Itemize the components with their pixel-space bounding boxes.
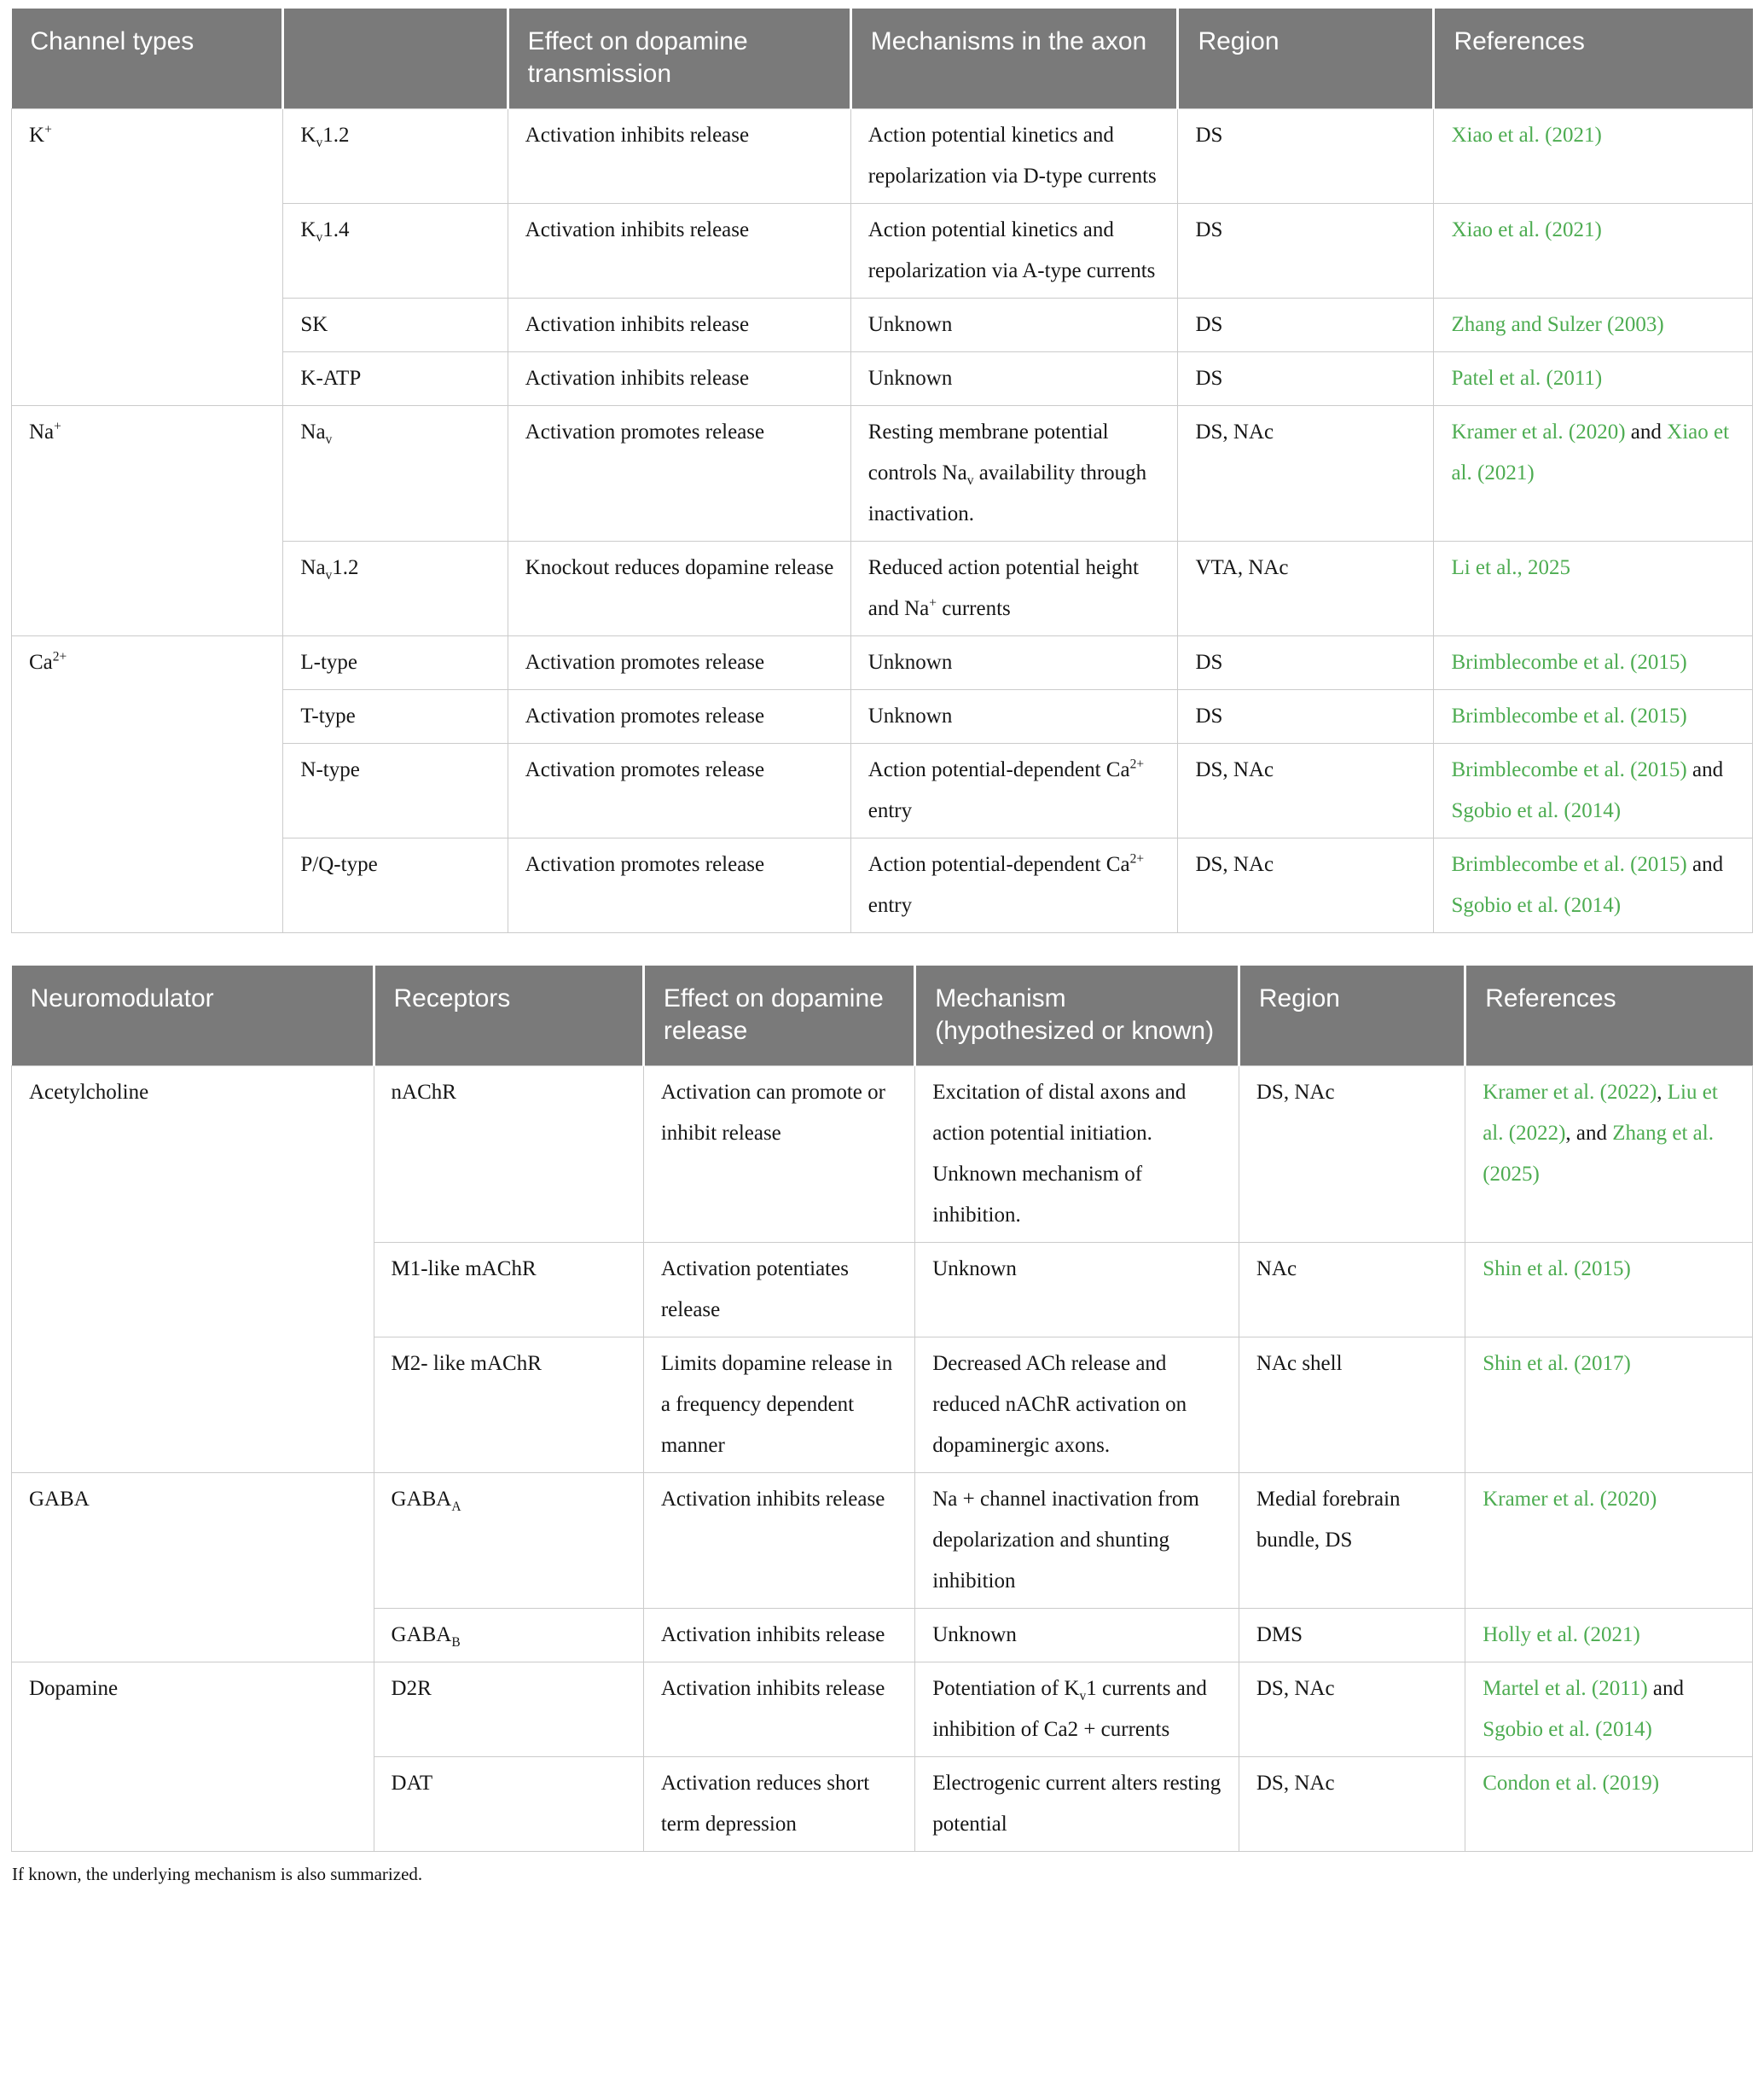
reference-link[interactable]: Brimblecombe et al. (2015): [1451, 852, 1687, 876]
references-cell: [1434, 203, 1753, 298]
t2-header-neuromodulator: Neuromodulator: [12, 966, 374, 1065]
references-cell: [1434, 635, 1753, 689]
t2-header-effect: Effect on dopamine release: [643, 966, 914, 1065]
effect-cell: Activation inhibits release: [643, 1472, 914, 1608]
references-cell: [1434, 541, 1753, 635]
table-row: [12, 1472, 1753, 1608]
table-row: [12, 1065, 1753, 1242]
mechanism-cell: [850, 541, 1178, 635]
subscript-text: A: [451, 1499, 461, 1514]
text-segment: Reduced action potential height and Na: [867, 555, 1139, 620]
text-segment: Unknown: [867, 312, 953, 336]
subscript-text: v: [325, 567, 333, 583]
neuromodulator-cell: Dopamine: [12, 1662, 374, 1851]
channel-subtype-cell: [283, 351, 508, 405]
text-segment: M1-like mAChR: [391, 1256, 537, 1280]
region-cell: DS: [1178, 351, 1434, 405]
channel-subtype-cell: [283, 108, 508, 203]
table-row: [12, 108, 1753, 203]
text-segment: and: [1686, 852, 1724, 876]
references-cell: [1465, 1337, 1753, 1472]
text-segment: 1.4: [322, 218, 350, 241]
t2-header-references: References: [1465, 966, 1753, 1065]
neuromodulator-cell: GABA: [12, 1472, 374, 1662]
reference-link[interactable]: Brimblecombe et al. (2015): [1451, 757, 1687, 781]
text-segment: Action potential-dependent Ca: [867, 852, 1130, 876]
t1-header-mechanisms: Mechanisms in the axon: [850, 9, 1178, 108]
references-cell: [1434, 351, 1753, 405]
channel-subtype-cell: [283, 298, 508, 351]
mechanism-cell: [850, 298, 1178, 351]
region-cell: NAc: [1239, 1242, 1465, 1337]
references-cell: [1434, 405, 1753, 541]
text-segment: ,: [1657, 1080, 1668, 1104]
effect-cell: Activation inhibits release: [643, 1608, 914, 1662]
region-cell: DS, NAc: [1178, 838, 1434, 932]
text-segment: and: [1647, 1676, 1685, 1700]
effect-cell: Activation inhibits release: [508, 351, 850, 405]
ion-channel-table: [11, 9, 1753, 933]
text-segment: Resting membrane potential controls Na: [867, 420, 1109, 484]
reference-link[interactable]: Kramer et al. (2020): [1451, 420, 1626, 444]
table-row: [12, 405, 1753, 541]
reference-link[interactable]: Condon et al. (2019): [1483, 1771, 1660, 1795]
channel-subtype-cell: [283, 743, 508, 838]
effect-cell: Activation promotes release: [508, 743, 850, 838]
text-segment: GABA: [391, 1487, 452, 1511]
region-cell: DS: [1178, 108, 1434, 203]
table-footnote: If known, the underlying mechanism is also summarized.: [12, 1863, 423, 1884]
mechanism-cell: [915, 1608, 1239, 1662]
mechanism-cell: [850, 351, 1178, 405]
region-cell: DS, NAc: [1178, 405, 1434, 541]
text-segment: K: [300, 218, 316, 241]
channel-subtype-cell: [283, 405, 508, 541]
reference-link[interactable]: Kramer et al. (2022): [1483, 1080, 1657, 1104]
mechanism-cell: [915, 1065, 1239, 1242]
text-segment: Unknown: [932, 1256, 1017, 1280]
superscript-text: 2+: [1129, 757, 1145, 772]
references-cell: [1434, 838, 1753, 932]
t1-header-region: Region: [1178, 9, 1434, 108]
t1-header-blank: [283, 9, 508, 108]
channel-type-cell: [12, 405, 283, 635]
effect-cell: Activation promotes release: [508, 405, 850, 541]
channel-subtype-cell: [283, 203, 508, 298]
text-segment: Na: [29, 420, 55, 444]
t2-header-row: [12, 966, 1753, 1065]
reference-link[interactable]: Zhang et al. (2025): [1483, 1121, 1714, 1186]
text-segment: SK: [300, 312, 328, 336]
superscript-text: +: [44, 122, 52, 137]
subscript-text: v: [316, 229, 323, 245]
region-cell: DS, NAc: [1178, 743, 1434, 838]
text-segment: Decreased ACh release and reduced nAChR activation on dopaminergic axons.: [932, 1351, 1187, 1457]
text-segment: K: [29, 123, 45, 147]
t1-header-channel-types: Channel types: [12, 9, 283, 108]
text-segment: Unknown: [867, 366, 953, 390]
region-cell: DS, NAc: [1239, 1662, 1465, 1756]
references-cell: [1434, 108, 1753, 203]
text-segment: M2- like mAChR: [391, 1351, 542, 1375]
reference-link[interactable]: Martel et al. (2011): [1483, 1676, 1648, 1700]
reference-link[interactable]: Shin et al. (2017): [1483, 1351, 1631, 1375]
text-segment: K-ATP: [300, 366, 362, 390]
superscript-text: 2+: [52, 649, 67, 664]
receptor-cell: [374, 1065, 643, 1242]
channel-subtype-cell: [283, 838, 508, 932]
effect-cell: Activation reduces short term depression: [643, 1756, 914, 1851]
reference-link[interactable]: Xiao et al. (2021): [1451, 123, 1602, 147]
references-cell: [1434, 743, 1753, 838]
text-segment: nAChR: [391, 1080, 456, 1104]
text-segment: Excitation of distal axons and action potential initiation. Unknown mechanism of inhibition.: [932, 1080, 1187, 1227]
region-cell: DS: [1178, 203, 1434, 298]
text-segment: and: [1686, 757, 1724, 781]
channel-type-cell: [12, 635, 283, 932]
receptor-cell: [374, 1472, 643, 1608]
t1-header-references: References: [1434, 9, 1753, 108]
neuromodulator-table: [11, 966, 1753, 1852]
receptor-cell: [374, 1662, 643, 1756]
t2-header-region: Region: [1239, 966, 1465, 1065]
text-segment: Na + channel inactivation from depolarization and shunting inhibition: [932, 1487, 1199, 1593]
text-segment: K: [300, 123, 316, 147]
text-segment: D2R: [391, 1676, 432, 1700]
effect-cell: Activation inhibits release: [508, 203, 850, 298]
mechanism-cell: [915, 1242, 1239, 1337]
receptor-cell: [374, 1337, 643, 1472]
references-cell: [1465, 1608, 1753, 1662]
effect-cell: Activation inhibits release: [508, 298, 850, 351]
text-segment: Unknown: [867, 704, 953, 728]
t2-header-receptors: Receptors: [374, 966, 643, 1065]
text-segment: Electrogenic current alters resting potential: [932, 1771, 1221, 1836]
region-cell: DS, NAc: [1239, 1065, 1465, 1242]
text-segment: N-type: [300, 757, 360, 781]
text-segment: L-type: [300, 650, 358, 674]
neuromodulator-cell: Acetylcholine: [12, 1065, 374, 1472]
reference-link[interactable]: Xiao et al. (2021): [1451, 218, 1602, 241]
effect-cell: Activation can promote or inhibit release: [643, 1065, 914, 1242]
reference-link[interactable]: Li et al., 2025: [1451, 555, 1571, 579]
mechanism-cell: [850, 203, 1178, 298]
effect-cell: Activation promotes release: [508, 635, 850, 689]
text-segment: , and: [1565, 1121, 1613, 1145]
region-cell: DS, NAc: [1239, 1756, 1465, 1851]
reference-link[interactable]: Holly et al. (2021): [1483, 1622, 1640, 1646]
references-cell: [1434, 298, 1753, 351]
receptor-cell: [374, 1756, 643, 1851]
region-cell: NAc shell: [1239, 1337, 1465, 1472]
text-segment: 1.2: [332, 555, 359, 579]
mechanism-cell: [850, 635, 1178, 689]
effect-cell: Limits dopamine release in a frequency dependent manner: [643, 1337, 914, 1472]
superscript-text: +: [54, 419, 61, 434]
text-segment: P/Q-type: [300, 852, 378, 876]
text-segment: Ca: [29, 650, 53, 674]
region-cell: DS: [1178, 635, 1434, 689]
text-segment: DAT: [391, 1771, 433, 1795]
text-segment: T-type: [300, 704, 356, 728]
references-cell: [1465, 1472, 1753, 1608]
text-segment: Potentiation of K: [932, 1676, 1080, 1700]
reference-link[interactable]: Sgobio et al. (2014): [1483, 1717, 1652, 1741]
t1-header-effect: Effect on dopamine transmission: [508, 9, 850, 108]
mechanism-cell: [850, 689, 1178, 743]
text-segment: entry: [867, 893, 913, 917]
table-row: [12, 1662, 1753, 1756]
mechanism-cell: [915, 1662, 1239, 1756]
region-cell: VTA, NAc: [1178, 541, 1434, 635]
text-segment: Unknown: [867, 650, 953, 674]
text-segment: availability through inactivation.: [867, 461, 1147, 525]
text-segment: currents: [936, 596, 1011, 620]
t2-header-mechanism: Mechanism (hypothesized or known): [915, 966, 1239, 1065]
text-segment: Na: [300, 420, 326, 444]
region-cell: DS: [1178, 298, 1434, 351]
table-row: [12, 635, 1753, 689]
reference-link[interactable]: Patel et al. (2011): [1451, 366, 1603, 390]
references-cell: [1465, 1756, 1753, 1851]
mechanism-cell: [850, 405, 1178, 541]
text-segment: GABA: [391, 1622, 452, 1646]
text-segment: 1.2: [322, 123, 350, 147]
reference-link[interactable]: Brimblecombe et al. (2015): [1451, 704, 1687, 728]
t1-header-row: [12, 9, 1753, 108]
subscript-text: B: [451, 1634, 461, 1650]
reference-link[interactable]: Brimblecombe et al. (2015): [1451, 650, 1687, 674]
references-cell: [1434, 689, 1753, 743]
reference-link[interactable]: Xiao et al. (2021): [1451, 420, 1730, 484]
references-cell: [1465, 1065, 1753, 1242]
subscript-text: v: [325, 432, 333, 447]
text-segment: and: [1625, 420, 1668, 444]
text-segment: Action potential-dependent Ca: [867, 757, 1130, 781]
effect-cell: Activation promotes release: [508, 838, 850, 932]
text-segment: Action potential kinetics and repolarization via A-type currents: [867, 218, 1156, 282]
reference-link[interactable]: Kramer et al. (2020): [1483, 1487, 1657, 1511]
reference-link[interactable]: Liu et al. (2022): [1483, 1080, 1718, 1145]
text-segment: Na: [300, 555, 326, 579]
superscript-text: +: [929, 595, 937, 611]
reference-link[interactable]: Zhang and Sulzer (2003): [1451, 312, 1664, 336]
effect-cell: Activation inhibits release: [508, 108, 850, 203]
text-segment: Unknown: [932, 1622, 1017, 1646]
channel-type-cell: [12, 108, 283, 405]
references-cell: [1465, 1662, 1753, 1756]
subscript-text: v: [1079, 1688, 1087, 1703]
mechanism-cell: [850, 108, 1178, 203]
channel-subtype-cell: [283, 689, 508, 743]
mechanism-cell: [915, 1756, 1239, 1851]
text-segment: Action potential kinetics and repolarization via D-type currents: [867, 123, 1157, 188]
reference-link[interactable]: Sgobio et al. (2014): [1451, 893, 1622, 917]
reference-link[interactable]: Sgobio et al. (2014): [1451, 798, 1622, 822]
mechanism-cell: [850, 743, 1178, 838]
mechanism-cell: [915, 1337, 1239, 1472]
channel-subtype-cell: [283, 635, 508, 689]
region-cell: Medial forebrain bundle, DS: [1239, 1472, 1465, 1608]
effect-cell: Knockout reduces dopamine release: [508, 541, 850, 635]
effect-cell: Activation inhibits release: [643, 1662, 914, 1756]
region-cell: DMS: [1239, 1608, 1465, 1662]
receptor-cell: [374, 1608, 643, 1662]
subscript-text: v: [316, 135, 323, 150]
references-cell: [1465, 1242, 1753, 1337]
channel-subtype-cell: [283, 541, 508, 635]
superscript-text: 2+: [1129, 851, 1145, 867]
mechanism-cell: [850, 838, 1178, 932]
effect-cell: Activation promotes release: [508, 689, 850, 743]
text-segment: 1 currents and inhibition of Ca2 + currents: [932, 1676, 1207, 1741]
subscript-text: v: [966, 473, 974, 488]
receptor-cell: [374, 1242, 643, 1337]
reference-link[interactable]: Shin et al. (2015): [1483, 1256, 1631, 1280]
effect-cell: Activation potentiates release: [643, 1242, 914, 1337]
mechanism-cell: [915, 1472, 1239, 1608]
text-segment: entry: [867, 798, 913, 822]
region-cell: DS: [1178, 689, 1434, 743]
